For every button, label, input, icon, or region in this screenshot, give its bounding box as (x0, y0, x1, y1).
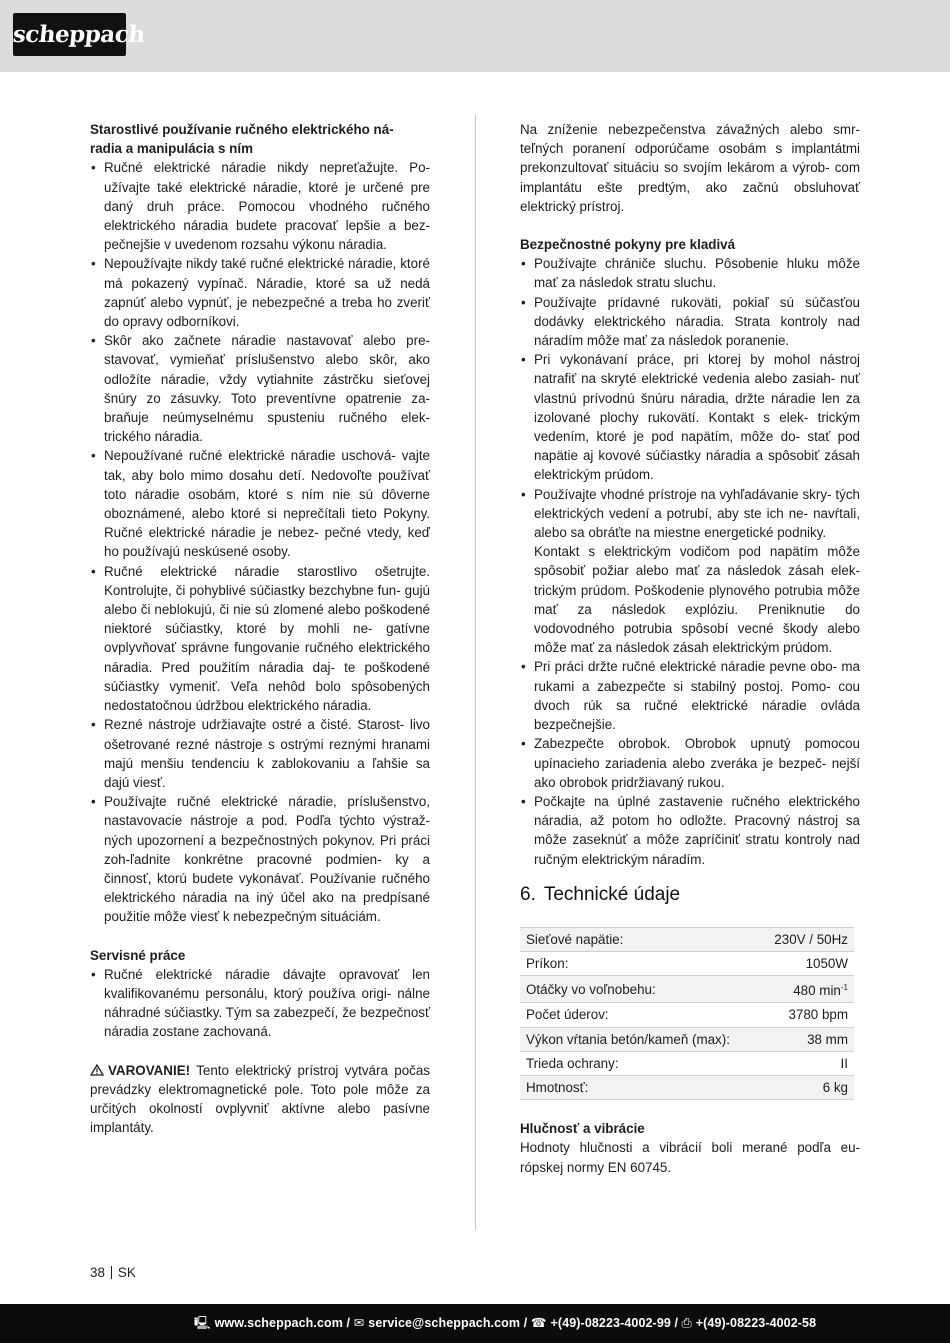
list-item: • Počkajte na úplné zastavenie ručného elektrického náradia, až potom ho odložte. Pracovný nástroj sa môže zaseknúť a môže zapríčiniť stratu kontroly nad ručným elektrickým náradím. (520, 792, 860, 869)
list-item: • Rezné nástroje udržiavajte ostré a čisté. Starost- livo ošetrované rezné nástroje s ostrými reznými hranami majú menšiu tendenciu k zablokovaniu a ľahšie sa dajú viesť. (90, 715, 430, 792)
spec-value: 3780 bpm (788, 1007, 848, 1023)
footer-web-link[interactable]: www.scheppach.com / (214, 1316, 351, 1330)
computer-icon: 🖳 (193, 1316, 211, 1330)
spec-label: Otáčky vo voľnobehu: (526, 981, 656, 997)
spec-value: 230V / 50Hz (774, 931, 848, 947)
list-item: • Nepoužívané ručné elektrické náradie uschová- vajte tak, aby bolo mimo dosahu detí. Nedovoľte používať toto náradie osobám, ktoré s ním nie sú dôverne oboznámené, alebo ktoré si neprečítali tieto Pokyny. Ručné elektrické náradie je nebez- pečné vtedy, keď ho používajú neskúsené osoby. (90, 446, 430, 561)
table-row (520, 1051, 854, 1075)
service-list (90, 965, 430, 1042)
page-separator (111, 1266, 112, 1279)
table-row (520, 1003, 854, 1027)
left-column (90, 120, 430, 1137)
careful-use-list (90, 158, 430, 926)
footer-fax: +(49)-08223-4002-58 (695, 1316, 817, 1330)
section-heading-hammer-safety: Bezpečnostné pokyny pre kladivá (520, 237, 736, 253)
warning-triangle-icon (90, 1064, 104, 1076)
spec-value (759, 976, 854, 1003)
list-item: • Používajte ručné elektrické náradie, príslušenstvo, nastavovacie nástroje a pod. Podľa týchto výstraž- ných upozornení a bezpečnostných pokynov. Pri práci zoh-ľadnite konkrétne pracovné podmien- ky a činnosť, ktorú budete vykonávať. Používanie ručného elektrického náradia na iný účel ako na predpísané použitie môže viesť k nebezpečným situáciám. (90, 792, 430, 926)
table-row (520, 951, 854, 975)
hammer-safety-list (520, 254, 860, 869)
table-row (520, 1027, 854, 1051)
spacer (90, 1042, 430, 1061)
technical-data-table (520, 927, 854, 1100)
list-item: • Zabezpečte obrobok. Obrobok upnutý pomocou upínacieho zariadenia alebo zveráka je bezpeč- nejší ako obrobok pridržiavaný rukou. (520, 734, 860, 792)
column-divider (475, 115, 476, 1230)
heading-line: Starostlivé používanie ručného elektrického ná- (90, 122, 394, 137)
section-number: 6. (520, 883, 536, 905)
spec-value: 1050W (805, 955, 848, 971)
list-item: • Pri práci držte ručné elektrické náradie pevne obo- ma rukami a zabezpečte si stabilný postoj. Pomo- cou dvoch rúk sa ručné elektrické náradie ovláda bezpečnejšie. (520, 657, 860, 734)
page-number (90, 1265, 136, 1280)
brand-logo (11, 13, 147, 56)
section-heading-noise: Hlučnosť a vibrácie (520, 1121, 645, 1137)
spec-label: Príkon: (526, 955, 569, 971)
spacer (90, 927, 430, 946)
footer-phone: +(49)-08223-4002-99 / (550, 1316, 679, 1330)
spec-label: Sieťové napätie: (526, 931, 624, 947)
spec-value: II (840, 1055, 848, 1071)
spec-label: Počet úderov: (526, 1007, 609, 1023)
noise-paragraph: Hodnoty hlučnosti a vibrácií boli merané podľa eu- rópskej normy EN 60745. (520, 1140, 860, 1175)
list-item: • Používajte chrániče sluchu. Pôsobenie hluku môže mať za následok stratu sluchu. (520, 254, 860, 292)
list-item-continuation: Kontakt s elektrickým vodičom pod napätím môže spôsobiť požiar alebo mať za následok zásah elek- trickým prúdom. Poškodenie plynového potrubia môže mať za následok explóziu. Preniknutie do vodovodného potrubia spôsobí vecné škody alebo môže mať za následok zásah elektrickým prúdom. (534, 544, 860, 656)
spec-value: 38 mm (807, 1031, 848, 1047)
header-bar (0, 0, 950, 72)
list-item-text: Používajte vhodné prístroje na vyhľadávanie skry- tých elektrických vedení a potrubí, aby ste ich ne- navŕtali, alebo sa obráťte na miestne energetické podniky. (534, 486, 860, 541)
fax-icon: ⎙ (681, 1316, 692, 1330)
list-item: • Pri vykonávaní práce, pri ktorej by mohol nástroj natrafiť na skryté elektrické vedenia alebo zasiah- nuť vlastnú prívodnú šnúru náradia, držte náradie len za izolované plochy rukovätí. Kontakt s elek- trickým vedením, ktoré je pod napätím, môže do- stať pod napätie aj kovové súčiastky náradia a spôsobiť zásah elektrickým prúdom. (520, 350, 860, 484)
mail-icon: ✉ (353, 1316, 365, 1330)
spec-label: Hmotnosť: (526, 1079, 589, 1095)
page-language: SK (117, 1265, 136, 1280)
section-title-text: Technické údaje (543, 883, 681, 905)
spacer (520, 216, 860, 235)
spec-value: 6 kg (822, 1079, 848, 1095)
list-item: • Skôr ako začnete náradie nastavovať alebo pre- stavovať, vymieňať príslušenstvo alebo skôr, ako odložíte náradie, vždy vytiahnite zástrčku sieťovej šnúry zo zásuvky. Toto preventívne opatrenie za- braňuje neúmyselnému spusteniu ručného elek- trického náradia. (90, 331, 430, 446)
spec-value-exponent: -1 (840, 983, 848, 993)
list-item: • Ručné elektrické náradie starostlivo ošetrujte. Kontrolujte, či pohyblivé súčiastky bezchybne fun- gujú alebo či neblokujú, či nie sú zlomené alebo poškodené niektoré súčiastky, ktoré by mohli ne- gatívne ovplyvňovať správne fungovanie ručného elektrického náradia. Pred použitím náradia daj- te poškodené súčiastky vymeniť. Veľa nehôd bolo spôsobených nedostatočnou údržbou elektrického náradia. (90, 562, 430, 716)
spec-label: Výkon vŕtania betón/kameň (max): (526, 1031, 730, 1047)
logo-text: scheppach (11, 21, 147, 48)
page-number-value: 38 (90, 1265, 105, 1280)
heading-line: radia a manipulácia s ním (90, 141, 253, 157)
list-item: • Ručné elektrické náradie dávajte opravovať len kvalifikovanému personálu, ktorý používa origi- nálne náhradné súčiastky. Tým sa zabezpečí, že bezpečnosť náradia zostane zachovaná. (90, 965, 430, 1042)
section-heading-service: Servisné práce (90, 947, 186, 963)
list-item (520, 485, 860, 658)
implant-paragraph: Na zníženie nebezpečenstva závažných alebo smr- teľných poranení odporúčame osobám s implantátmi prekonzultovať situáciu so svojím lekárom a výrob- com implantátu ešte predtým, ako začnú obsluhovať elektrický prístroj. (520, 122, 860, 214)
footer-mail-link[interactable]: service@scheppach.com / (368, 1316, 528, 1330)
spacer (520, 1100, 860, 1119)
warning-label: VAROVANIE! (108, 1062, 191, 1078)
spec-label: Trieda ochrany: (526, 1055, 619, 1071)
list-item: • Používajte prídavné rukoväti, pokiaľ sú súčasťou dodávky elektrického náradia. Strata kontroly nad náradím môže mať za následok poranenie. (520, 293, 860, 351)
list-item: • Nepoužívajte nikdy také ručné elektrické náradie, ktoré má pokazený vypínač. Náradie, ktoré sa už nedá zapnúť alebo vypnúť, je nebezpečné a treba ho zveriť do opravy odborníkovi. (90, 254, 430, 331)
warning-paragraph (90, 1061, 430, 1138)
section-title-technical-data (520, 883, 860, 907)
footer-contact-bar (0, 1304, 950, 1343)
warning-text: Tento elektrický prístroj vytvára počas prevádzky elektromagnetické pole. Toto pole môže za určitých okolností ovplyvniť aktívne alebo pasívne implantáty. (90, 1062, 430, 1136)
right-column (520, 120, 860, 1177)
list-item: • Ručné elektrické náradie nikdy nepreťažujte. Po- užívajte také elektrické náradie, ktoré je určené pre daný druh práce. Pomocou vhodného ručného elektrického náradia budete pracovať lepšie a bez- pečnejšie v uvedenom rozsahu výkonu náradia. (90, 158, 430, 254)
spec-value-text: 480 min (793, 983, 841, 999)
table-row (520, 927, 854, 951)
table-row (520, 976, 854, 1003)
table-row (520, 1075, 854, 1099)
phone-icon: ☎ (530, 1316, 547, 1330)
section-heading-careful-use (90, 120, 430, 158)
